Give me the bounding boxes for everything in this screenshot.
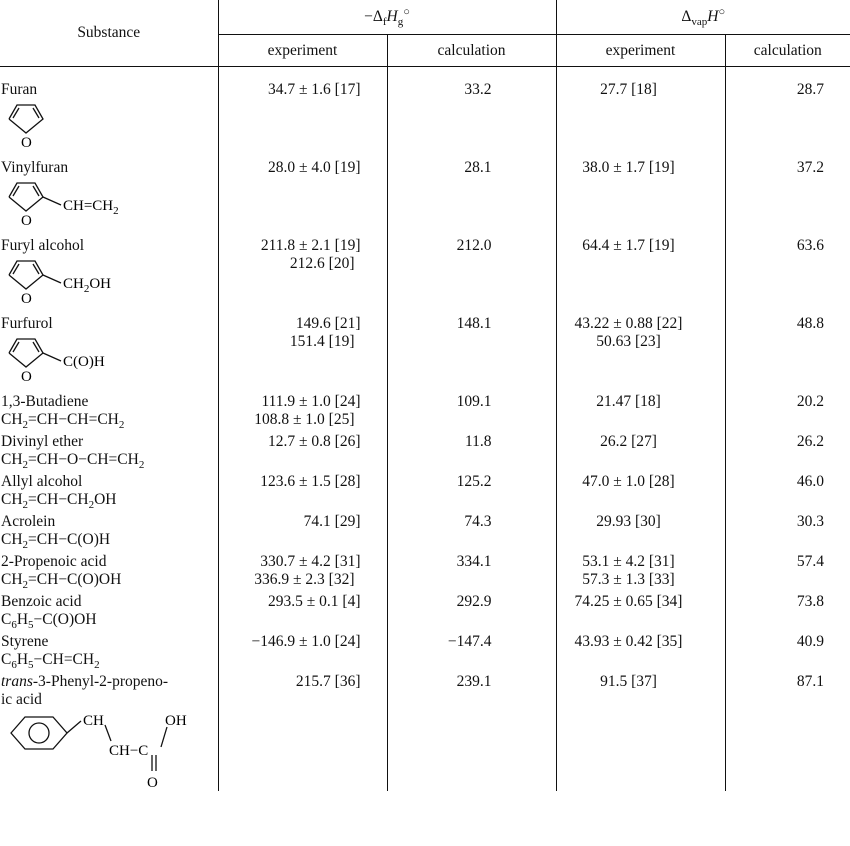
table-row (0, 149, 850, 227)
value: 40.9 (796, 633, 824, 650)
value: 63.6 (796, 237, 824, 254)
formation-experiment-cell (218, 549, 387, 589)
formation-experiment-cell (218, 629, 387, 669)
value-line: 211.8 ± 2.1 [19] (260, 237, 361, 254)
value-line: 212.6 [20] (289, 255, 355, 272)
table-row (0, 305, 850, 383)
substance-name: Furfurol (1, 315, 53, 332)
vaporization-calculation-cell (725, 629, 850, 669)
table-row (0, 227, 850, 305)
value: 28.1 (464, 159, 492, 176)
vaporization-calculation-cell (725, 429, 850, 469)
value: 48.8 (796, 315, 824, 332)
table-row (0, 629, 850, 669)
substance-cell (0, 67, 218, 150)
ch-label: CH (83, 713, 104, 729)
calculation-header: calculation (387, 35, 556, 67)
value-line: 74.25 ± 0.65 [34] (574, 593, 683, 610)
value-line: 123.6 ± 1.5 [28] (260, 473, 361, 490)
substance-cell (0, 227, 218, 305)
formation-calculation-cell (387, 149, 556, 227)
formation-calculation-cell (387, 509, 556, 549)
vaporization-experiment-cell (556, 629, 725, 669)
formation-calculation-cell (387, 669, 556, 791)
substituent-label: $CH=CH_2$ (63, 198, 119, 217)
value-line: 29.93 [30] (596, 513, 661, 530)
value-line: 108.8 ± 1.0 [25] (254, 411, 355, 428)
substance-cell (0, 469, 218, 512)
formation-calculation-cell (387, 383, 556, 429)
vaporization-calculation-cell (725, 305, 850, 383)
value-line: 21.47 [18] (596, 393, 661, 410)
value-line: 149.6 [21] (295, 315, 361, 332)
value-line: 43.93 ± 0.42 [35] (574, 633, 683, 650)
value-line: 27.7 [18] (600, 81, 657, 98)
value: 292.9 (456, 593, 492, 610)
formation-calculation-cell (387, 305, 556, 383)
vaporization-experiment-cell (556, 149, 725, 227)
vaporization-experiment-cell (556, 383, 725, 429)
table-row (0, 469, 850, 509)
substance-name: Furyl alcohol (1, 237, 85, 254)
substance-cell (0, 509, 218, 552)
ch-c-label: CH−C (109, 743, 149, 759)
vaporization-experiment-cell (556, 589, 725, 629)
value-line: 12.7 ± 0.8 [26] (268, 433, 361, 450)
value-line: 91.5 [37] (600, 673, 657, 690)
substance-cell (0, 305, 218, 383)
value-line: 28.0 ± 4.0 [19] (268, 159, 361, 176)
vaporization-calculation-cell (725, 149, 850, 227)
vaporization-experiment-cell (556, 67, 725, 150)
value: 109.1 (456, 393, 492, 410)
vaporization-experiment-cell (556, 669, 725, 791)
value: 28.7 (796, 81, 824, 98)
substance-cell (0, 589, 218, 632)
value: 334.1 (456, 553, 492, 570)
formation-experiment-cell (218, 589, 387, 629)
substance-name: Furan (1, 81, 38, 98)
substance-cell (0, 429, 218, 472)
substance-header: Substance (0, 0, 218, 67)
ring-oxygen-label: O (21, 213, 32, 227)
substance-name: Benzoic acid (1, 593, 82, 610)
furan-structure (1, 101, 151, 149)
ring-oxygen-label: O (21, 291, 32, 305)
value-line: 293.5 ± 0.1 [4] (268, 593, 361, 610)
table-row (0, 509, 850, 549)
value: 46.0 (796, 473, 824, 490)
vaporization-calculation-cell (725, 227, 850, 305)
substance-name: 1,3-Butadiene (1, 393, 89, 410)
substance-formula: $C_6H_5-C(O)OH$ (1, 611, 97, 632)
vaporization-calculation-cell (725, 669, 850, 791)
substance-name: Allyl alcohol (1, 473, 83, 490)
furan-structure (1, 257, 151, 305)
vaporization-experiment-cell (556, 509, 725, 549)
value-line: 47.0 ± 1.0 [28] (582, 473, 675, 490)
value-line: 330.7 ± 4.2 [31] (260, 553, 361, 570)
formation-experiment-cell (218, 429, 387, 469)
formation-calculation-cell (387, 549, 556, 589)
value-line: 57.3 ± 1.3 [33] (582, 571, 675, 588)
table-row (0, 429, 850, 469)
cinnamic-acid-structure (1, 711, 211, 791)
value: 20.2 (796, 393, 824, 410)
table-row (0, 383, 850, 429)
formation-experiment-cell (218, 469, 387, 509)
value-line: 336.9 ± 2.3 [32] (254, 571, 355, 588)
formation-experiment-cell (218, 227, 387, 305)
substance-formula: $C_6H_5-CH=CH_2$ (1, 651, 100, 672)
value: −147.4 (447, 633, 492, 650)
formation-experiment-cell (218, 149, 387, 227)
substance-cell (0, 669, 218, 791)
substance-formula: $CH_2=CH-C(O)OH$ (1, 571, 122, 592)
substance-name: Divinyl ether (1, 433, 84, 450)
table-row (0, 669, 850, 791)
substituent-label: $CH_2OH$ (63, 276, 112, 295)
value: 73.8 (796, 593, 824, 610)
substituent-label: C(O)H (63, 354, 105, 370)
formation-experiment-cell (218, 669, 387, 791)
substance-formula: $CH_2=CH-C(O)H$ (1, 531, 111, 552)
value-line: −146.9 ± 1.0 [24] (251, 633, 361, 650)
formation-experiment-cell (218, 383, 387, 429)
value: 148.1 (456, 315, 492, 332)
value: 30.3 (796, 513, 824, 530)
formation-experiment-cell (218, 305, 387, 383)
calculation-header: calculation (725, 35, 850, 67)
formation-calculation-cell (387, 469, 556, 509)
vaporization-experiment-cell (556, 305, 725, 383)
experiment-header: experiment (218, 35, 387, 67)
value-line: 50.63 [23] (596, 333, 661, 350)
vaporization-enthalpy-header: $\Delta_{vap}H^○$ (556, 0, 850, 35)
formation-calculation-cell (387, 629, 556, 669)
oh-label: OH (165, 713, 187, 729)
vaporization-calculation-cell (725, 67, 850, 150)
vaporization-calculation-cell (725, 589, 850, 629)
formation-calculation-cell (387, 589, 556, 629)
substance-cell (0, 629, 218, 672)
value-line: 111.9 ± 1.0 [24] (261, 393, 361, 410)
table-row (0, 549, 850, 589)
vaporization-experiment-cell (556, 227, 725, 305)
substance-formula: $CH_2=CH-CH=CH_2$ (1, 411, 125, 432)
substance-name: Vinylfuran (1, 159, 69, 176)
value: 212.0 (456, 237, 492, 254)
value-line: 151.4 [19] (289, 333, 355, 350)
value-line: 74.1 [29] (303, 513, 361, 530)
ring-oxygen-label: O (21, 135, 32, 149)
value: 37.2 (796, 159, 824, 176)
value: 11.8 (464, 433, 492, 450)
value: 125.2 (456, 473, 492, 490)
value-line: 53.1 ± 4.2 [31] (582, 553, 675, 570)
carbonyl-o-label: O (147, 775, 158, 791)
table-row (0, 589, 850, 629)
substance-name: Styrene (1, 633, 49, 650)
substance-name: -3-Phenyl-2-propeno- (32, 673, 169, 690)
value-line: 26.2 [27] (600, 433, 657, 450)
vaporization-calculation-cell (725, 549, 850, 589)
substance-name-prefix: trans (1, 673, 33, 690)
substance-formula: $CH_2=CH-CH_2OH$ (1, 491, 117, 512)
vaporization-experiment-cell (556, 549, 725, 589)
value: 74.3 (464, 513, 492, 530)
value-line: 43.22 ± 0.88 [22] (574, 315, 683, 332)
value: 57.4 (796, 553, 824, 570)
substance-name-cont: ic acid (1, 691, 42, 708)
formation-calculation-cell (387, 227, 556, 305)
vaporization-calculation-cell (725, 509, 850, 549)
substance-cell (0, 383, 218, 432)
experiment-header: experiment (556, 35, 725, 67)
value: 26.2 (796, 433, 824, 450)
formation-enthalpy-header: $-\Delta_fH_g^○$ (218, 0, 556, 35)
furan-structure (1, 179, 151, 227)
value: 33.2 (464, 81, 492, 98)
substance-cell (0, 549, 218, 592)
value-line: 34.7 ± 1.6 [17] (268, 81, 361, 98)
vaporization-experiment-cell (556, 469, 725, 509)
vaporization-experiment-cell (556, 429, 725, 469)
formation-experiment-cell (218, 509, 387, 549)
formation-calculation-cell (387, 67, 556, 150)
value: 239.1 (456, 673, 492, 690)
table-row (0, 67, 850, 150)
formation-experiment-cell (218, 67, 387, 150)
vaporization-calculation-cell (725, 469, 850, 509)
substance-formula: $CH_2=CH-O-CH=CH_2$ (1, 451, 145, 472)
value-line: 215.7 [36] (295, 673, 361, 690)
substance-name: 2-Propenoic acid (1, 553, 107, 570)
formation-calculation-cell (387, 429, 556, 469)
ring-oxygen-label: O (21, 369, 32, 383)
value: 87.1 (796, 673, 824, 690)
value-line: 38.0 ± 1.7 [19] (582, 159, 675, 176)
substance-cell (0, 149, 218, 227)
substance-name: Acrolein (1, 513, 56, 530)
furan-structure (1, 335, 151, 383)
value-line: 64.4 ± 1.7 [19] (582, 237, 675, 254)
vaporization-calculation-cell (725, 383, 850, 429)
